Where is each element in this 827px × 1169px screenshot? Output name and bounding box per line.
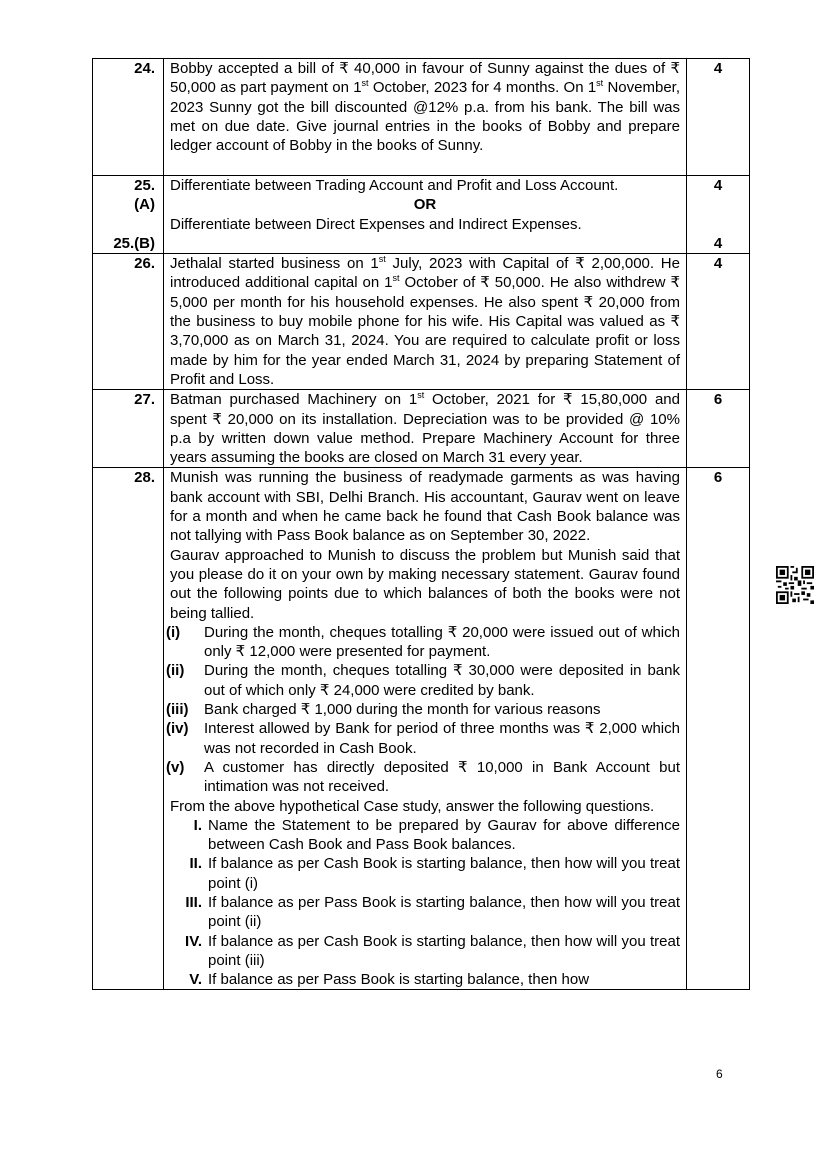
question-text: [164, 59, 687, 176]
question-marks: 6: [687, 390, 750, 468]
question-row-28: [93, 468, 750, 990]
question-marks: 4: [687, 59, 750, 176]
point-label: (ii): [166, 662, 185, 680]
question-number: 26.: [93, 254, 164, 390]
q26-text-part: July, 2023 with Capital of ₹ 2,00,000. He introduced additional capital on 1: [170, 255, 680, 292]
sub-question-text: If balance as per Pass Book is starting balance, then how: [208, 971, 590, 989]
sub-question-text: If balance as per Pass Book is starting balance, then how will you treat point (ii): [208, 893, 680, 931]
page-number: 6: [716, 1067, 723, 1081]
q26-text-part: October of ₹ 50,000. He also withdrew ₹ 5,000 per month for his household expenses. He also spent ₹ 20,000 from the business to buy mobile phone for his wife. His Capital was valued as ₹ 3,70,000 as on March 31, 2024. You are required to calculate profit or loss made by him for the year ended March 31, 2024 by preparing Statement of Profit and Loss.: [170, 274, 681, 388]
question-text: [164, 254, 687, 390]
sub-question: [166, 970, 680, 989]
superscript: st: [361, 78, 369, 89]
sub-question-text: If balance as per Cash Book is starting balance, then how will you treat point (i): [208, 855, 680, 892]
question-marks: 6: [687, 468, 750, 990]
question-row-27: [93, 390, 750, 468]
or-separator: OR: [413, 196, 437, 214]
q27-text-part: Batman purchased Machinery on 1: [170, 391, 418, 409]
q24-text-part: Bobby accepted a bill of ₹ 40,000 in favour of Sunny against the dues of ₹ 50,000 as part payment on 1: [170, 60, 680, 97]
sub-question-text: If balance as per Cash Book is starting balance, then how will you treat point (iii): [208, 932, 680, 969]
question-number-25: 25.: [134, 177, 155, 194]
question-number: 28.: [93, 468, 164, 990]
q25a-text: Differentiate between Trading Account and Profit and Loss Account.: [170, 177, 619, 194]
point-text: Bank charged ₹ 1,000 during the month for various reasons: [204, 701, 601, 719]
question-number: [93, 176, 164, 254]
q24-text-part: November, 2023 Sunny got the bill discounted @12% p.a. from his bank. The bill was met on due date. Give journal entries in the books of Bobby and prepare ledger account of Bobby in the books of Sunny.: [170, 79, 681, 155]
sub-question-label: V.: [189, 971, 202, 989]
case-study-para-2: Gaurav approached to Munish to discuss the problem but Munish said that you please do it on your own by making necessary statement. Gaurav found out the following points due to which balances of both the books were not being tallied.: [170, 546, 680, 622]
point-text: During the month, cheques totalling ₹ 30,000 were deposited in bank out of which only ₹ 24,000 were credited by bank.: [204, 662, 680, 699]
question-text: [164, 176, 687, 254]
sub-question-text: Name the Statement to be prepared by Gaurav for above difference between Cash Book and Pass Book balances.: [208, 816, 680, 854]
question-number: 27.: [93, 390, 164, 468]
sub-question: [166, 932, 680, 971]
case-point: [166, 661, 680, 700]
point-label: (i): [166, 623, 181, 641]
question-text: [164, 468, 687, 990]
sub-question-label: IV.: [185, 932, 202, 950]
case-point: [166, 758, 680, 797]
sub-question: [166, 816, 680, 855]
superscript: st: [417, 390, 425, 401]
case-point: [166, 719, 680, 758]
question-number-25-b: 25.(B): [113, 234, 155, 252]
point-label: (iv): [166, 720, 189, 738]
point-text: During the month, cheques totalling ₹ 20,000 were issued out of which only ₹ 12,000 were presented for payment.: [204, 623, 680, 661]
sub-question: [166, 893, 680, 932]
question-number: 24.: [93, 59, 164, 176]
case-study-para-3: From the above hypothetical Case study, answer the following questions.: [170, 797, 655, 815]
point-label: (v): [166, 758, 185, 776]
superscript: st: [378, 254, 386, 265]
q26-text-part: Jethalal started business on 1: [170, 255, 379, 273]
question-text: [164, 390, 687, 468]
question-number-25-a: (A): [134, 196, 155, 214]
sub-question: [166, 854, 680, 893]
case-study-para-1: Munish was running the business of readymade garments as was having bank account with SBI, Delhi Branch. His accountant, Gaurav went on leave for a month and when he came back he found that Cash Book balance was not tallying with Pass Book balance as on September 30, 2022.: [170, 469, 680, 545]
superscript: st: [596, 78, 604, 89]
question-marks: [687, 176, 750, 254]
sub-question-label: II.: [189, 855, 202, 873]
q27-text-part: October, 2021 for ₹ 15,80,000 and spent ₹ 20,000 on its installation. Depreciation was to be provided @ 10% p.a by written down value method. Prepare Machinery Account for three years assuming the books are closed on March 31 every year.: [170, 391, 680, 467]
question-row-24: [93, 59, 750, 176]
q24-text-part: October, 2023 for 4 months. On 1: [368, 79, 597, 97]
q25b-text: Differentiate between Direct Expenses and Indirect Expenses.: [170, 215, 582, 233]
question-row-26: [93, 254, 750, 390]
point-text: A customer has directly deposited ₹ 10,000 in Bank Account but intimation was not received.: [204, 758, 680, 796]
questions-table: [92, 58, 750, 990]
sub-question-label: I.: [193, 816, 202, 834]
question-row-25: [93, 176, 750, 254]
q25b-marks: 4: [713, 234, 723, 252]
case-point: [166, 700, 680, 719]
point-label: (iii): [166, 701, 189, 719]
sub-question-label: III.: [185, 893, 202, 911]
q25a-marks: 4: [713, 177, 723, 194]
qr-code-icon: [776, 566, 814, 604]
case-point: [166, 623, 680, 662]
superscript: st: [392, 273, 400, 284]
point-text: Interest allowed by Bank for period of three months was ₹ 2,000 which was not recorded in Cash Book.: [204, 720, 680, 757]
question-marks: 4: [687, 254, 750, 390]
